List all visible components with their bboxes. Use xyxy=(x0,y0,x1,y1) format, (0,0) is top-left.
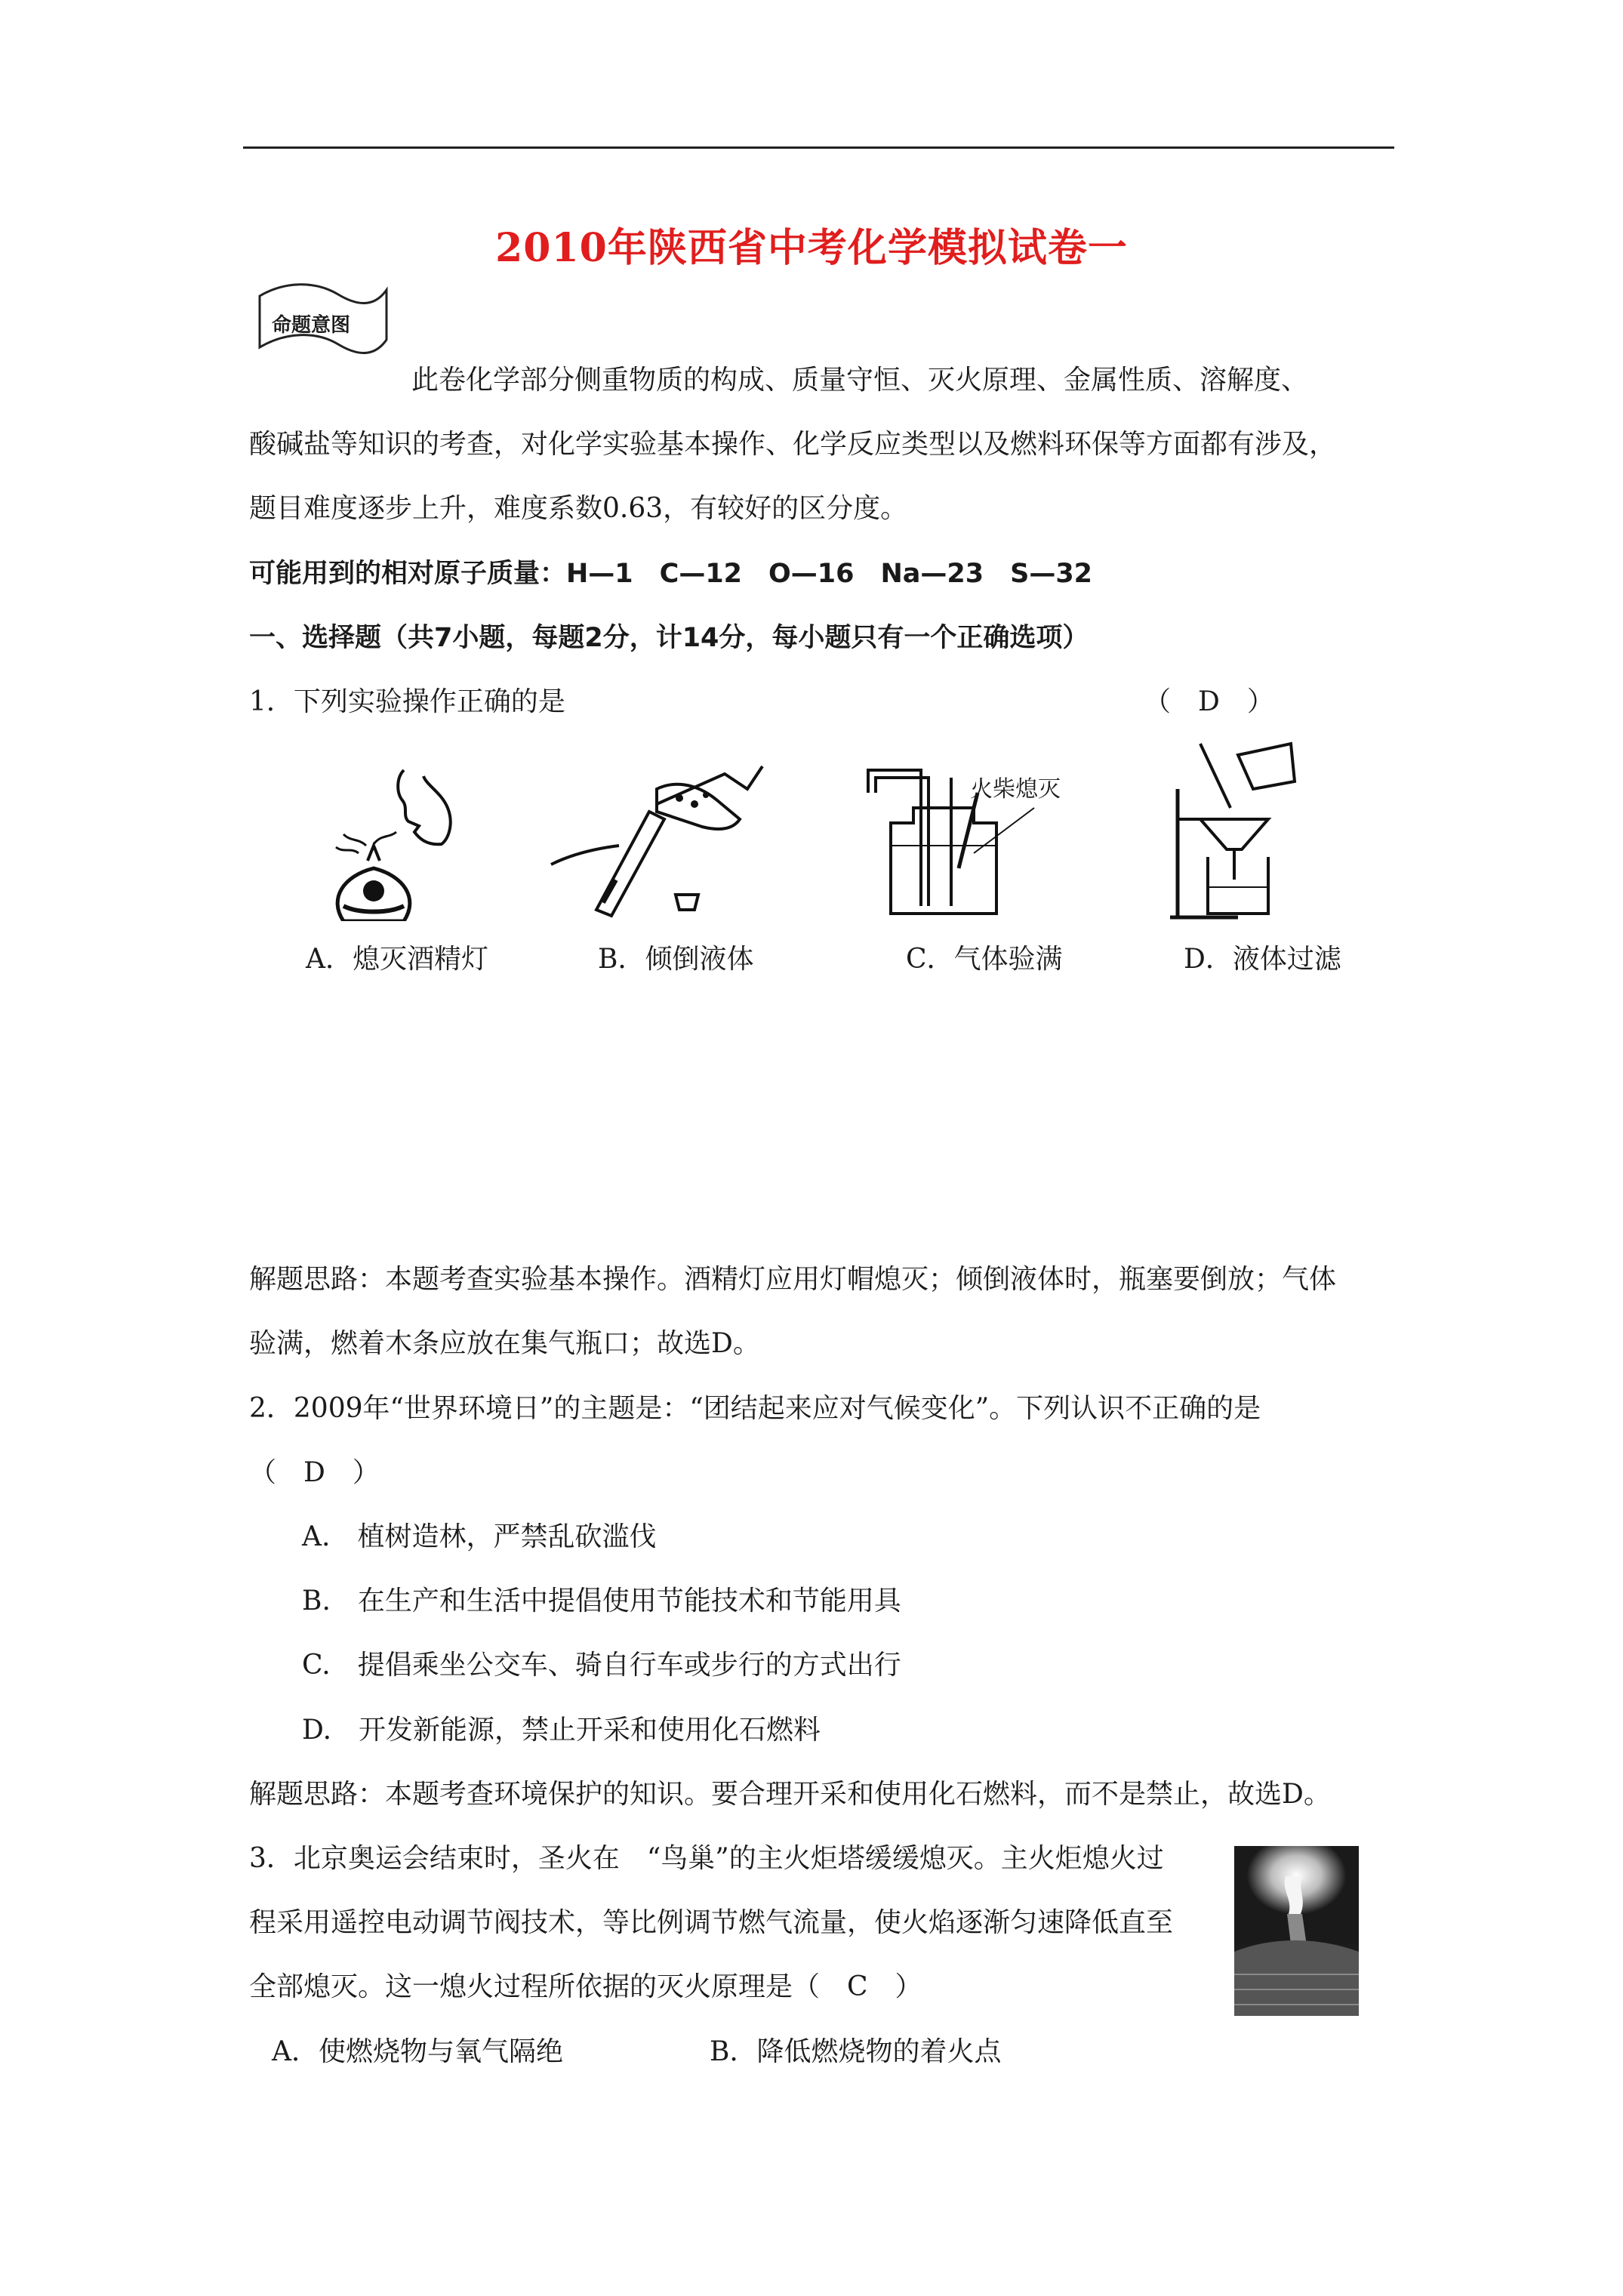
banner-figure xyxy=(255,279,391,362)
olympic-torch-photo-icon xyxy=(1234,1846,1359,2016)
q3-line-1: 3．北京奥运会结束时，圣火在 “鸟巢”的主火炬塔缓缓熄灭。主火炬熄火过 xyxy=(249,1843,1164,1874)
pouring-liquid-icon xyxy=(544,759,770,921)
banner-label: 命题意图 xyxy=(272,314,351,337)
q1-analysis-line-2: 验满，燃着木条应放在集气瓶口；故选D。 xyxy=(249,1328,760,1359)
torch-photo xyxy=(1234,1846,1359,2016)
q1-figure-note: 火柴熄灭 xyxy=(970,776,1061,803)
q2-analysis: 解题思路：本题考查环境保护的知识。要合理开采和使用化石燃料，而不是禁止，故选D。 xyxy=(249,1779,1331,1810)
intro-line-2: 酸碱盐等知识的考查，对化学实验基本操作、化学反应类型以及燃料环保等方面都有涉及， xyxy=(249,429,1337,460)
q1-analysis-line-1: 解题思路：本题考查实验基本操作。酒精灯应用灯帽熄灭；倾倒液体时，瓶塞要倒放；气体 xyxy=(249,1264,1337,1295)
figure-d xyxy=(1155,736,1298,921)
intro-line-3: 题目难度逐步上升，难度系数0.63，有较好的区分度。 xyxy=(249,493,908,524)
atomic-masses: 可能用到的相对原子质量：H—1 C—12 O—16 Na—23 S—32 xyxy=(249,559,1093,589)
q1-caption-c: C．气体验满 xyxy=(906,944,1063,975)
intro-line-1: 此卷化学部分侧重物质的构成、质量守恒、灭火原理、金属性质、溶解度、 xyxy=(411,365,1309,396)
alcohol-lamp-blowing-icon xyxy=(313,763,472,921)
q3-line-3: 全部熄灭。这一熄火过程所依据的灭火原理是（ C ） xyxy=(249,1971,922,2002)
q1-caption-a: A．熄灭酒精灯 xyxy=(306,944,488,975)
q1-caption-d: D．液体过滤 xyxy=(1184,944,1341,975)
q3-option-b: B．降低燃烧物的着火点 xyxy=(710,2036,1002,2067)
page-title: 2010年陕西省中考化学模拟试卷一 xyxy=(495,225,1128,271)
q1-caption-b: B．倾倒液体 xyxy=(598,944,754,975)
q1-stem: 1．下列实验操作正确的是 xyxy=(249,686,565,717)
q2-option-a: A. 植树造林，严禁乱砍滥伐 xyxy=(302,1521,657,1552)
q3-line-2: 程采用遥控电动调节阀技术，等比例调节燃气流量，使火焰逐渐匀速降低直至 xyxy=(249,1907,1174,1938)
q2-stem: 2．2009年“世界环境日”的主题是：“团结起来应对气候变化”。下列认识不正确的是 xyxy=(249,1393,1261,1424)
q3-option-a: A．使燃烧物与氧气隔绝 xyxy=(272,2036,563,2067)
q2-answer: （ D ） xyxy=(249,1457,380,1488)
filtration-apparatus-icon xyxy=(1155,736,1298,921)
figure-a xyxy=(313,763,472,921)
figure-b xyxy=(544,759,770,921)
q2-option-c: C. 提倡乘坐公交车、骑自行车或步行的方式出行 xyxy=(302,1650,901,1681)
q1-answer: （ D ） xyxy=(1144,686,1274,717)
header-rule xyxy=(243,146,1394,149)
q2-option-b: B. 在生产和生活中提倡使用节能技术和节能用具 xyxy=(302,1586,901,1616)
section1-heading: 一、选择题（共7小题，每题2分，计14分，每小题只有一个正确选项） xyxy=(249,623,1089,653)
q2-option-d: D. 开发新能源，禁止开采和使用化石燃料 xyxy=(302,1715,821,1746)
figure-c xyxy=(861,763,1117,921)
